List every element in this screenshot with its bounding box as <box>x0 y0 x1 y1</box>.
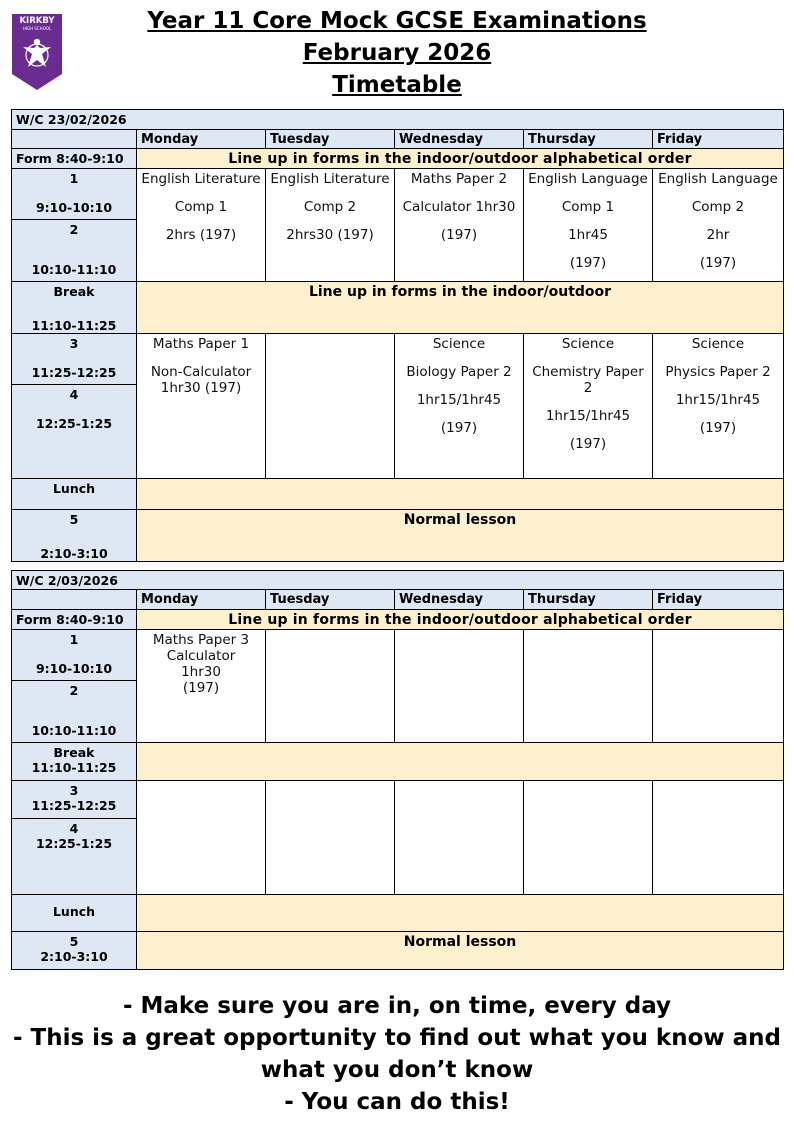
exam-cell-friday <box>653 630 784 743</box>
exam-cell-friday: Science Physics Paper 2 1hr15/1hr45 (197) <box>653 334 784 479</box>
day-header: Tuesday <box>266 590 395 610</box>
form-time-label: Form 8:40-9:10 <box>12 149 137 169</box>
page-title: Year 11 Core Mock GCSE Examinations <box>147 8 647 34</box>
period-number: 3 <box>69 336 79 351</box>
period-number: 1 <box>69 632 79 647</box>
exam-cell-wednesday <box>395 781 524 895</box>
page-heading-timetable: Timetable <box>332 72 462 98</box>
period-time: 9:10-10:10 <box>35 661 113 676</box>
exam-cell-monday: Maths Paper 1 Non-Calculator 1hr30 (197) <box>137 334 266 479</box>
exam-cell-tuesday <box>266 334 395 479</box>
exam-cell-thursday <box>524 630 653 743</box>
form-lineup-note: Line up in forms in the indoor/outdoor alphabetical order <box>137 149 784 169</box>
note-encouragement: - You can do this! <box>284 1089 510 1115</box>
week-label: W/C 23/02/2026 <box>12 110 784 130</box>
day-header: Friday <box>653 130 784 149</box>
period-time: 10:10-11:10 <box>31 262 117 277</box>
break-time: 11:10-11:25 <box>31 760 117 775</box>
period-3-4-label <box>12 781 137 895</box>
exam-cell-monday <box>137 781 266 895</box>
period-time: 12:25-1:25 <box>35 836 113 851</box>
break-note: Line up in forms in the indoor/outdoor <box>137 282 784 334</box>
form-time-label: Form 8:40-9:10 <box>12 610 137 630</box>
period-number: 4 <box>69 821 79 836</box>
period-time: 11:25-12:25 <box>31 365 117 380</box>
period-number: 2 <box>69 222 79 237</box>
day-header-row <box>12 590 784 610</box>
period-number: 3 <box>69 783 79 798</box>
lunch-label: Lunch <box>12 895 137 932</box>
lunch-label: Lunch <box>12 479 137 510</box>
exam-cell-tuesday <box>266 630 395 743</box>
form-lineup-note: Line up in forms in the indoor/outdoor alphabetical order <box>137 610 784 630</box>
period-number: 2 <box>69 683 79 698</box>
exam-cell-thursday: English Language Comp 1 1hr45 (197) <box>524 169 653 282</box>
day-header-row <box>12 130 784 149</box>
break-time: 11:10-11:25 <box>31 318 117 333</box>
day-header: Wednesday <box>395 130 524 149</box>
period-time: 10:10-11:10 <box>31 723 117 738</box>
day-header: Monday <box>137 130 266 149</box>
day-header: Thursday <box>524 590 653 610</box>
exam-cell-wednesday <box>395 630 524 743</box>
exam-cell-thursday <box>524 781 653 895</box>
timetable-week-1 <box>11 109 784 562</box>
note-opportunity: - This is a great opportunity to find out what you know and <box>12 1025 781 1051</box>
logo-text: KIRKBY <box>19 16 55 26</box>
period-5-label: 5 2:10-3:10 <box>12 932 137 970</box>
normal-lesson-note: Normal lesson <box>137 932 784 970</box>
page-subtitle: February 2026 <box>302 40 492 66</box>
break-label: Break 11:10-11:25 <box>12 282 137 334</box>
day-header: Thursday <box>524 130 653 149</box>
period-number: 4 <box>69 387 79 402</box>
exam-cell-tuesday <box>266 781 395 895</box>
lunch-cell <box>137 479 784 510</box>
day-header: Tuesday <box>266 130 395 149</box>
period-time: 9:10-10:10 <box>35 200 113 215</box>
period-1-2-label <box>12 630 137 743</box>
exam-cell-wednesday: Maths Paper 2 Calculator 1hr30 (197) <box>395 169 524 282</box>
period-5-label: 5 2:10-3:10 <box>12 510 137 562</box>
exam-cell-friday <box>653 781 784 895</box>
exam-cell-monday: Maths Paper 3 Calculator 1hr30 (197) <box>137 630 266 743</box>
note-opportunity-cont: what you don’t know <box>260 1057 534 1083</box>
week-label: W/C 2/03/2026 <box>12 571 784 590</box>
day-header: Wednesday <box>395 590 524 610</box>
period-time: 11:25-12:25 <box>31 798 117 813</box>
exam-cell-monday: English Literature Comp 1 2hrs (197) <box>137 169 266 282</box>
normal-lesson-note: Normal lesson <box>137 510 784 562</box>
exam-cell-wednesday: Science Biology Paper 2 1hr15/1hr45 (197) <box>395 334 524 479</box>
exam-cell-tuesday: English Literature Comp 2 2hrs30 (197) <box>266 169 395 282</box>
period-number: 1 <box>69 171 79 186</box>
timetable-week-2 <box>11 570 784 970</box>
break-label: Break 11:10-11:25 <box>12 743 137 781</box>
lunch-cell <box>137 895 784 932</box>
logo-subtext: HIGH SCHOOL <box>22 26 52 31</box>
period-time: 2:10-3:10 <box>40 546 108 561</box>
break-cell <box>137 743 784 781</box>
exam-cell-friday: English Language Comp 2 2hr (197) <box>653 169 784 282</box>
period-time: 12:25-1:25 <box>35 416 113 431</box>
period-3-4-label <box>12 334 137 479</box>
exam-cell-thursday: Science Chemistry Paper 2 1hr15/1hr45 (197) <box>524 334 653 479</box>
period-time: 2:10-3:10 <box>40 949 108 964</box>
note-on-time: - Make sure you are in, on time, every day <box>122 993 672 1019</box>
day-header: Monday <box>137 590 266 610</box>
period-1-2-label <box>12 169 137 282</box>
day-header: Friday <box>653 590 784 610</box>
